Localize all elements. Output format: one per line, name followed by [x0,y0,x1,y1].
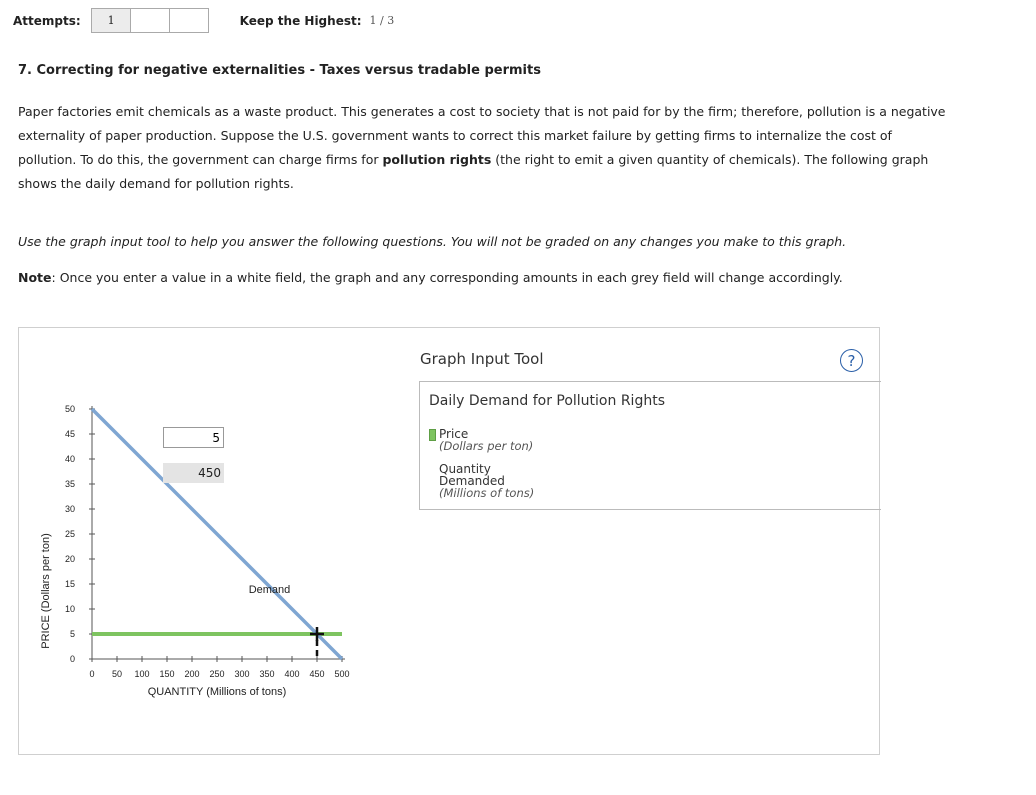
note-label: Note [18,270,52,285]
x-tick-label: 150 [159,669,175,679]
x-tick-label: 100 [134,669,150,679]
y-axis-label: PRICE (Dollars per ton) [40,533,52,649]
y-tick-label: 20 [64,554,75,564]
y-tick-label: 10 [64,604,75,614]
intro-part-2: (the right to emit a given quantity of chemicals). The following graph shows the daily demand for pollution rights. [18,152,929,191]
attempt-boxes [91,8,208,33]
y-tick-label: 0 [69,654,75,664]
x-tick-label: 400 [284,669,300,679]
y-tick-label: 25 [64,529,75,539]
price-label: Price [439,427,469,441]
attempt-box-3 [169,8,209,33]
graph-panel [18,327,880,755]
graph-input-box-title: Daily Demand for Pollution Rights [429,393,665,409]
attempts-label: Attempts: [13,13,81,28]
attempt-box-2 [130,8,170,33]
y-tick-label: 40 [64,454,75,464]
intro-bold-term: pollution rights [382,152,492,167]
y-tick-label: 50 [64,404,75,414]
quantity-label-1: Quantity [439,462,491,476]
y-tick-label: 45 [64,429,75,439]
question-circle-icon: ? [847,351,856,370]
quantity-unit: (Millions of tons) [439,486,535,500]
price-input[interactable] [163,427,224,448]
price-row [429,427,534,453]
demand-chart[interactable] [19,328,399,756]
x-tick-label: 450 [309,669,325,679]
note-text: : Once you enter a value in a white field, the graph and any corresponding amounts in each grey field will change accordingly. [51,270,843,285]
intro-part-1: Paper factories emit chemicals as a waste product. This generates a cost to society that is not paid for by the firm; therefore, pollution is a negative externality of paper production. Suppose the U.S. government wants to correct this market failure by getting firms to internalize the cost of pollution. To do this, the government can charge firms for [18,104,946,167]
graph-instruction: Use the graph input tool to help you answer the following questions. You will not be graded on any changes you make to this graph. [18,234,847,249]
demand-label: Demand [248,584,291,596]
y-tick-label: 30 [64,504,75,514]
price-swatch-icon [429,429,436,441]
graph-input-tool-title: Graph Input Tool [420,350,544,368]
note [18,270,843,285]
question-title: 7. Correcting for negative externalities - Taxes versus tradable permits [18,63,541,78]
x-tick-label: 0 [89,669,95,679]
x-tick-label: 300 [234,669,250,679]
y-tick-label: 35 [64,479,75,489]
y-tick-label: 5 [69,629,75,639]
attempts-bar [13,8,394,33]
keep-highest-value: 1 / 3 [369,14,395,27]
help-button[interactable] [840,349,863,372]
graph-input-box [419,381,881,510]
x-tick-label: 50 [111,669,123,679]
keep-highest-label: Keep the Highest: [239,13,362,28]
x-tick-label: 250 [209,669,225,679]
quantity-demanded-field: 450 [163,463,224,483]
price-label-group [439,428,559,453]
attempt-box-1: 1 [91,8,131,33]
x-tick-label: 200 [184,669,200,679]
x-axis-label: QUANTITY (Millions of tons) [147,686,287,698]
quantity-label-2: Demanded [439,474,505,488]
price-unit: (Dollars per ton) [439,439,534,453]
question-intro [18,100,948,196]
x-tick-label: 350 [259,669,275,679]
x-tick-label: 500 [334,669,350,679]
quantity-label-group [439,463,559,500]
y-tick-label: 15 [64,579,75,589]
